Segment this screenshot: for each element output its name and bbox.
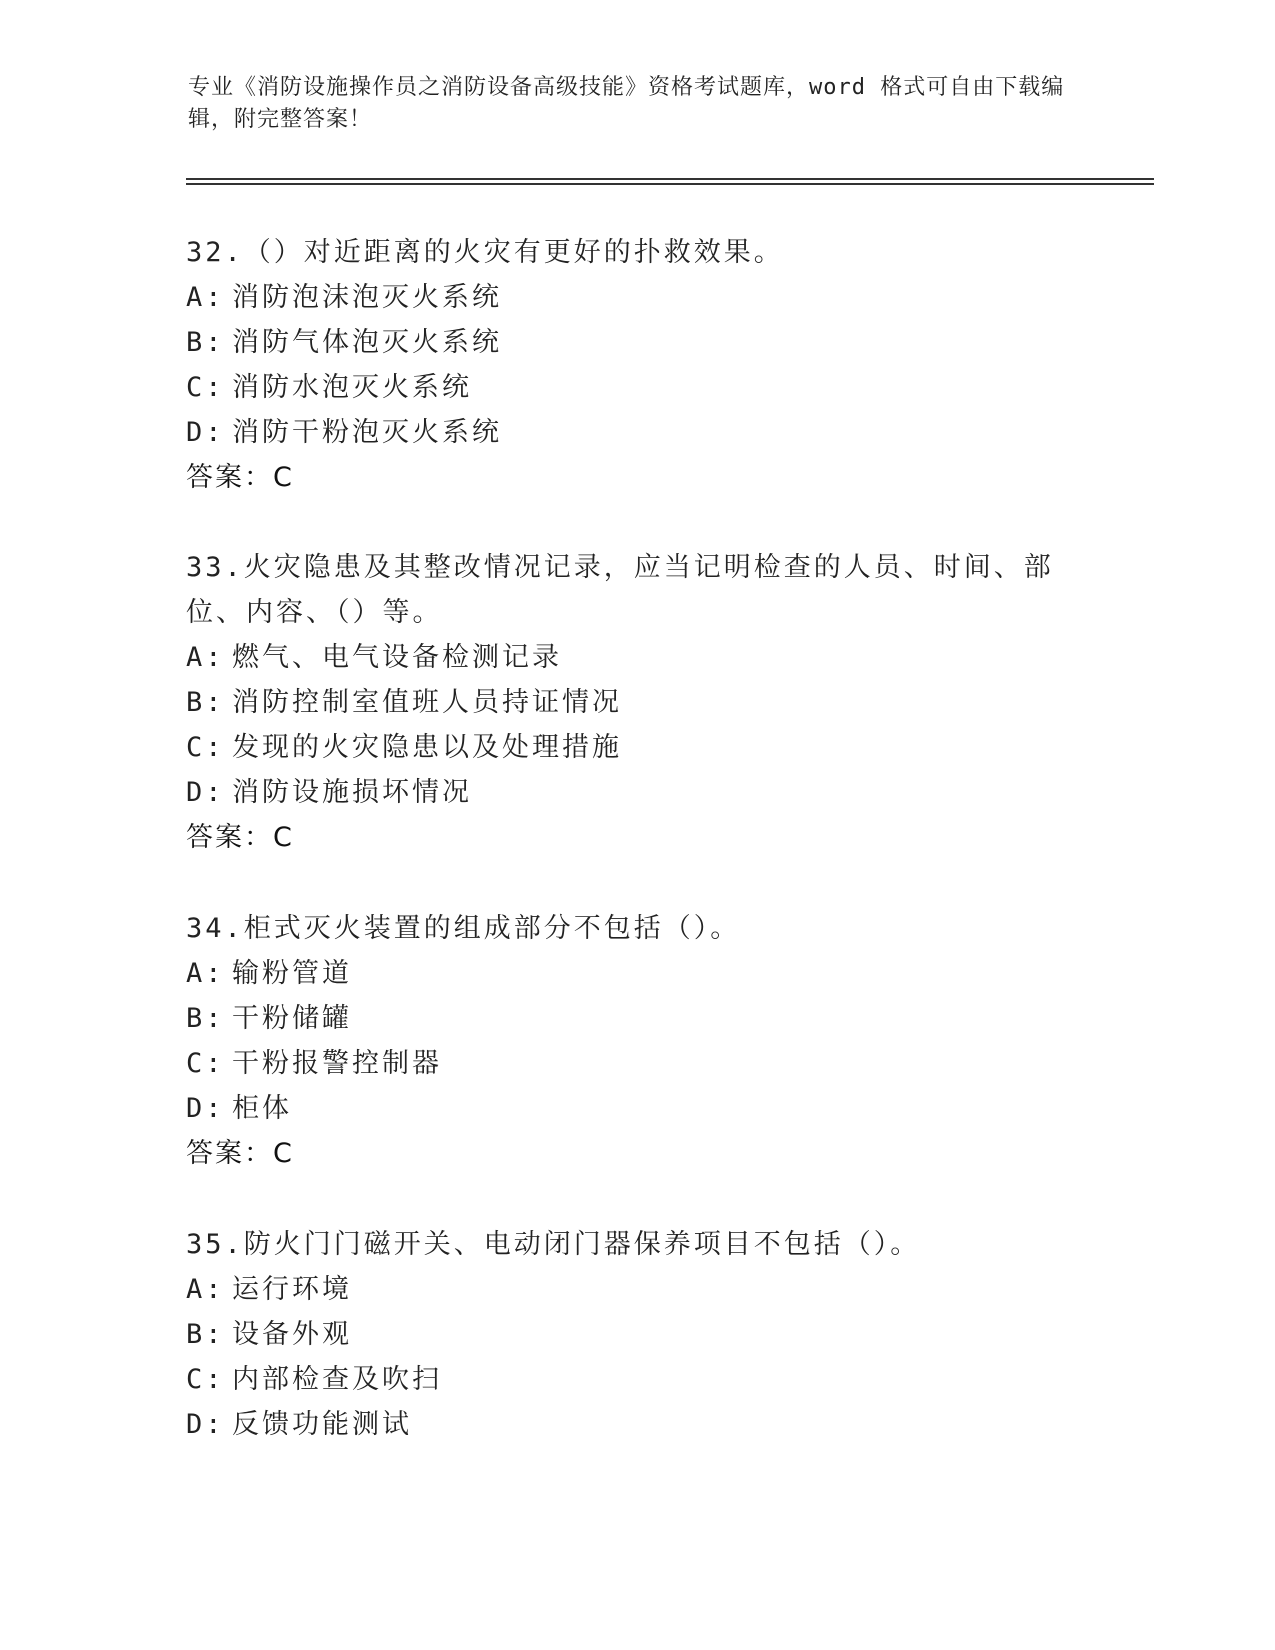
option-text: 设备外观 — [232, 1319, 352, 1350]
option-c — [186, 1357, 1086, 1402]
question-35 — [186, 1222, 1086, 1447]
option-text: 运行环境 — [232, 1274, 352, 1305]
option-label: D: — [186, 1409, 225, 1440]
option-a — [186, 951, 1086, 996]
option-text: 消防设施损坏情况 — [232, 777, 472, 808]
option-d — [186, 1086, 1086, 1131]
option-text: 干粉储罐 — [232, 1003, 352, 1034]
option-d — [186, 410, 1086, 455]
option-label: D: — [186, 417, 225, 448]
option-label: C: — [186, 1048, 225, 1079]
option-b — [186, 320, 1086, 365]
option-label: D: — [186, 1093, 225, 1124]
option-label: A: — [186, 1274, 225, 1305]
option-text: 反馈功能测试 — [232, 1409, 412, 1440]
option-c — [186, 725, 1056, 770]
option-text: 输粉管道 — [232, 958, 352, 989]
option-b — [186, 1312, 1086, 1357]
option-label: B: — [186, 327, 225, 358]
option-text: 消防水泡灭火系统 — [232, 372, 472, 403]
header-divider-top — [186, 178, 1154, 180]
option-label: C: — [186, 1364, 225, 1395]
header-divider-bottom — [186, 183, 1154, 185]
option-label: B: — [186, 1003, 225, 1034]
question-34 — [186, 906, 1086, 1176]
option-d — [186, 1402, 1086, 1447]
option-label: C: — [186, 372, 225, 403]
option-text: 发现的火灾隐患以及处理措施 — [232, 732, 622, 763]
answer-line: 答案：C — [186, 462, 294, 493]
question-stem: 35.防火门门磁开关、电动闭门器保养项目不包括（）。 — [186, 1229, 921, 1260]
option-text: 干粉报警控制器 — [232, 1048, 442, 1079]
option-text: 内部检查及吹扫 — [232, 1364, 442, 1395]
option-b — [186, 680, 1056, 725]
option-text: 消防泡沫泡灭火系统 — [232, 282, 502, 313]
question-32 — [186, 230, 1086, 500]
option-a — [186, 635, 1056, 680]
option-text: 消防控制室值班人员持证情况 — [232, 687, 622, 718]
option-text: 燃气、电气设备检测记录 — [232, 642, 562, 673]
option-d — [186, 770, 1056, 815]
question-stem: 32.（）对近距离的火灾有更好的扑救效果。 — [186, 237, 784, 268]
question-33 — [186, 545, 1056, 860]
option-label: D: — [186, 777, 225, 808]
answer-line: 答案：C — [186, 822, 294, 853]
option-a — [186, 275, 1086, 320]
option-a — [186, 1267, 1086, 1312]
answer-line: 答案：C — [186, 1138, 294, 1169]
option-text: 消防干粉泡灭火系统 — [232, 417, 502, 448]
question-stem: 33.火灾隐患及其整改情况记录，应当记明检查的人员、时间、部位、内容、（）等。 — [186, 552, 1054, 628]
option-c — [186, 1041, 1086, 1086]
option-c — [186, 365, 1086, 410]
option-text: 消防气体泡灭火系统 — [232, 327, 502, 358]
option-label: A: — [186, 282, 225, 313]
option-label: C: — [186, 732, 225, 763]
question-stem: 34.柜式灭火装置的组成部分不包括（）。 — [186, 913, 741, 944]
option-label: A: — [186, 958, 225, 989]
option-text: 柜体 — [232, 1093, 292, 1124]
option-label: A: — [186, 642, 225, 673]
document-intro: 专业《消防设施操作员之消防设备高级技能》资格考试题库，word 格式可自由下载编辑，附完整答案！ — [188, 75, 1065, 132]
option-label: B: — [186, 687, 225, 718]
option-b — [186, 996, 1086, 1041]
option-label: B: — [186, 1319, 225, 1350]
